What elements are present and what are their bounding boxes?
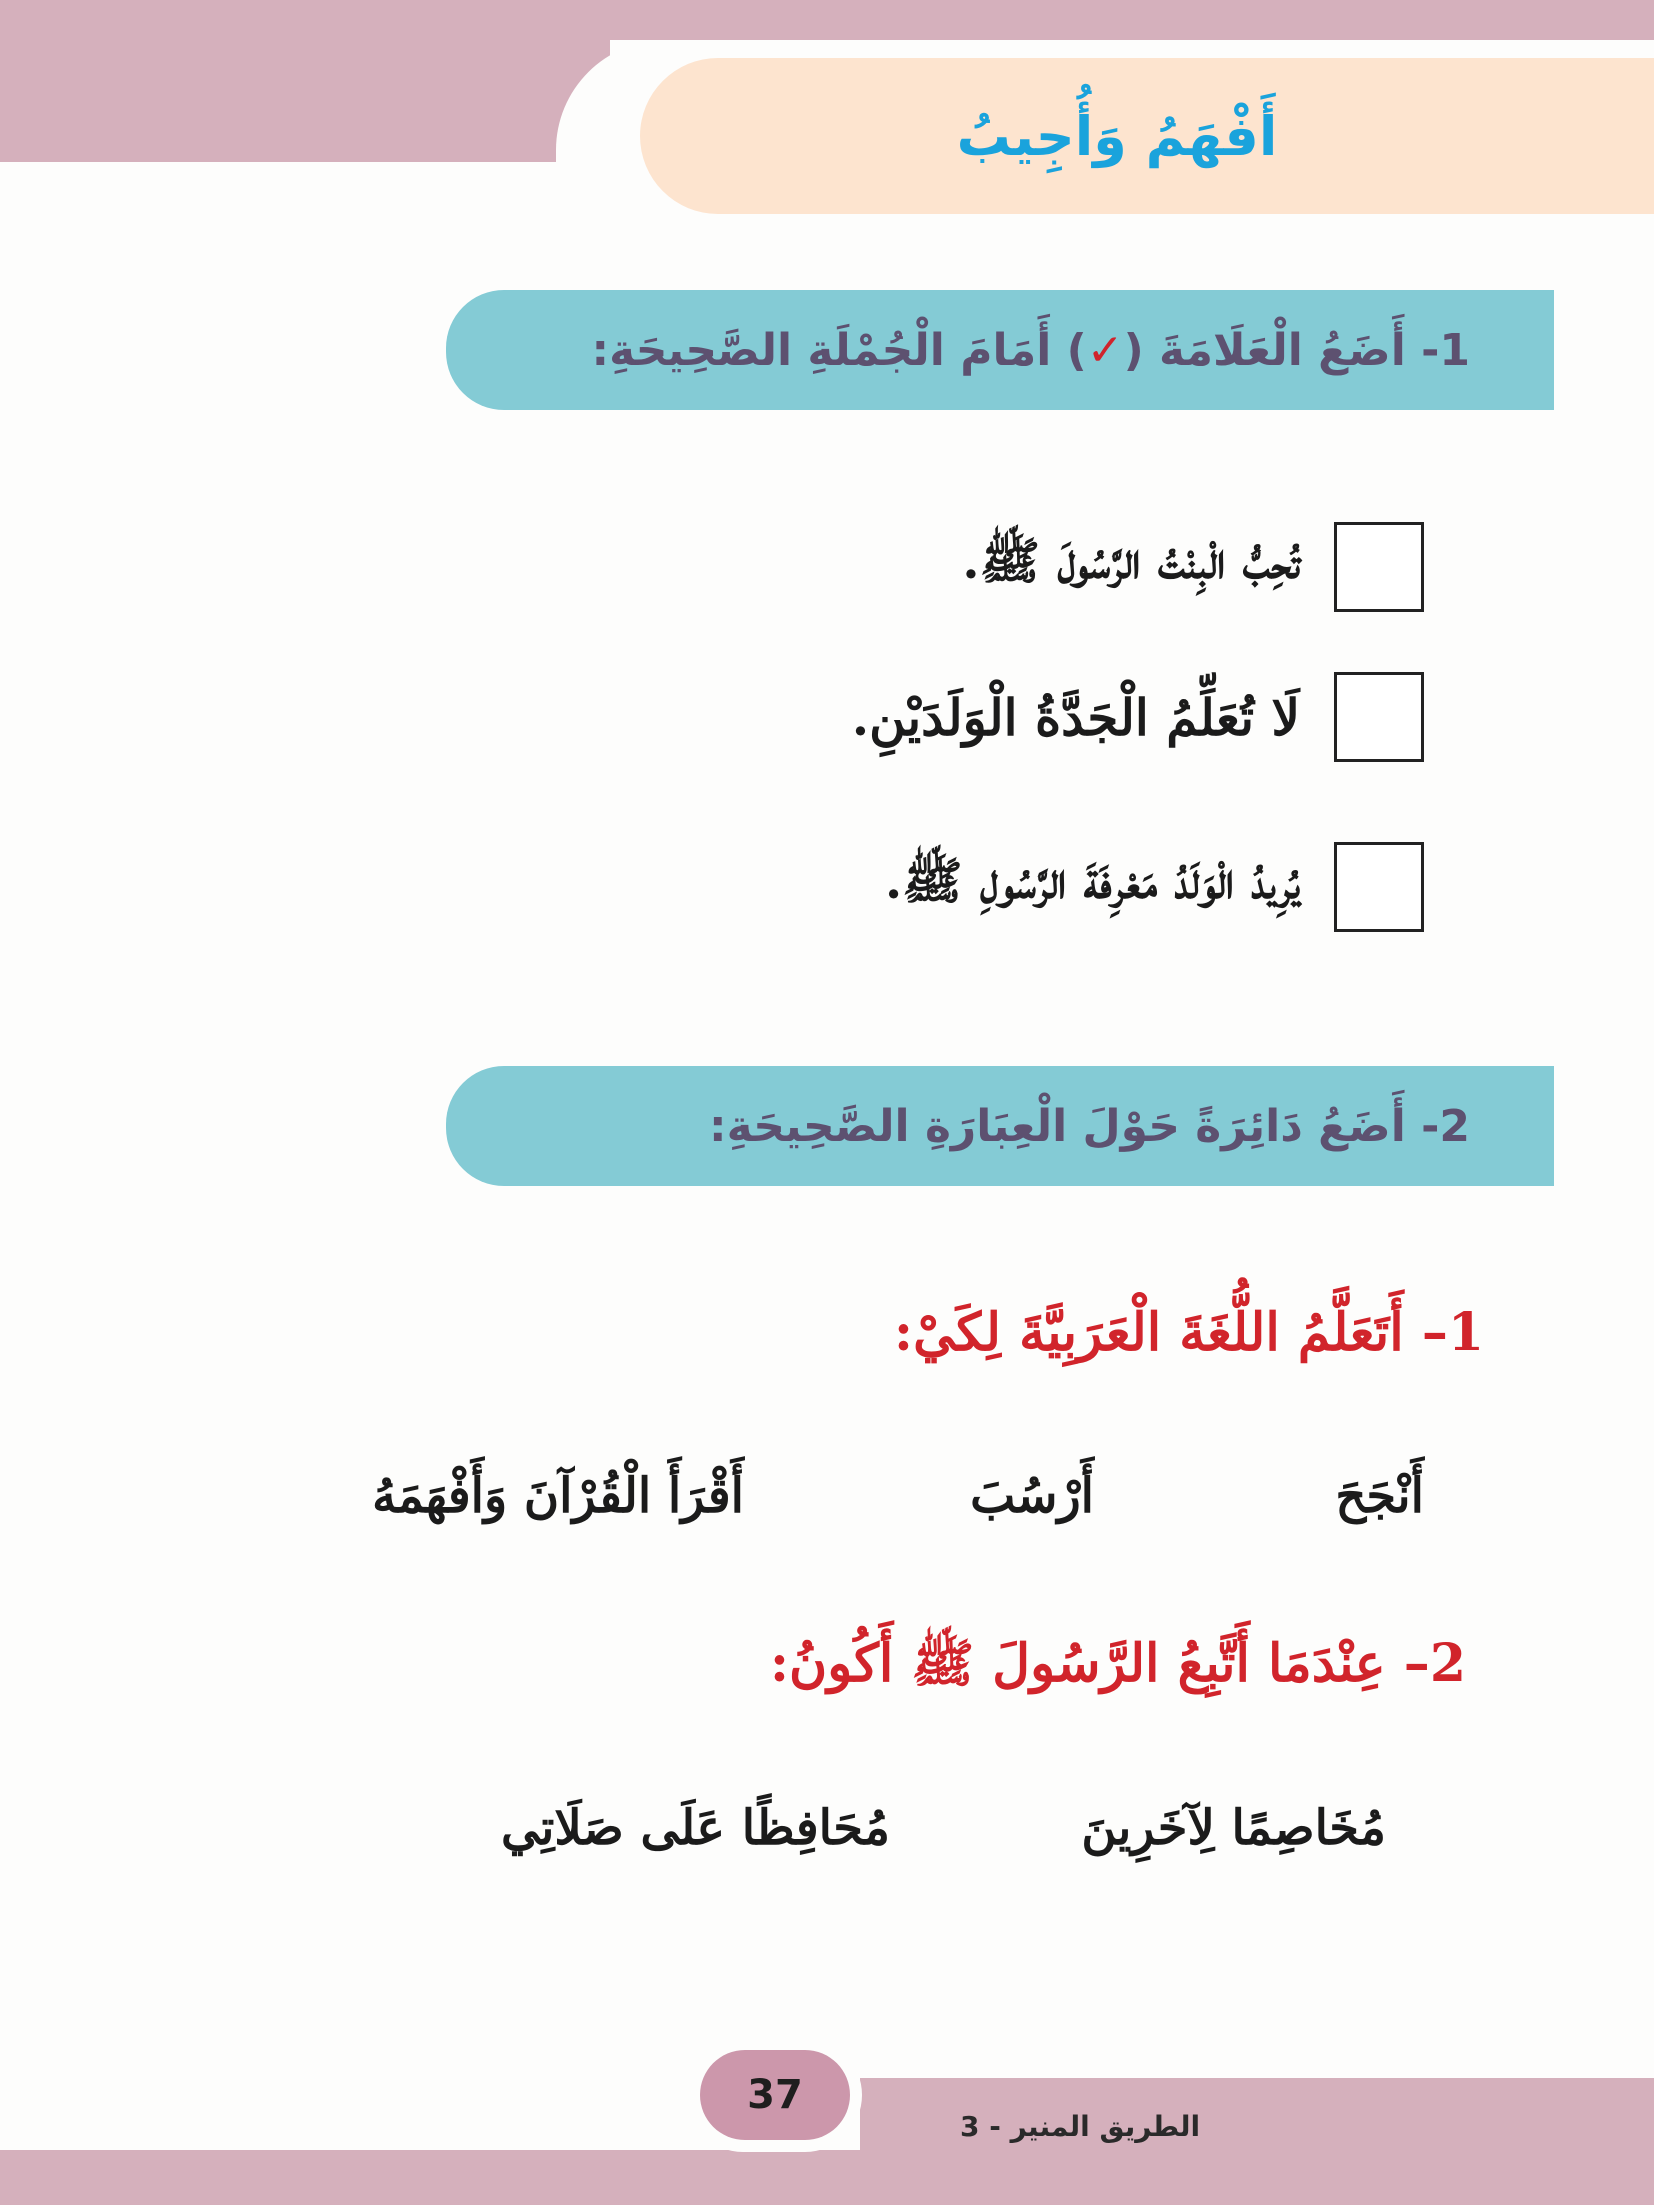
answer-checkbox[interactable]: [1334, 522, 1424, 612]
title-pill: [640, 58, 1654, 214]
statement-text: يُرِيدُ الْوَلَدُ مَعْرِفَةَ الرَّسُولِ ﷺ.: [884, 851, 1300, 910]
answer-option[interactable]: أَقْرَأَ الْقُرْآنَ وَأَفْهَمَهُ: [372, 1468, 744, 1524]
page-number: 37: [747, 2072, 803, 2118]
page-number-badge: [700, 2050, 850, 2140]
answer-option[interactable]: مُحَافِظًا عَلَى صَلَاتِي: [501, 1800, 890, 1856]
section2-banner: [446, 1066, 1554, 1186]
answer-option[interactable]: أَنْجَحَ: [1335, 1468, 1424, 1524]
answer-checkbox[interactable]: [1334, 672, 1424, 762]
section1-banner: [446, 290, 1554, 410]
top-left-decor-block: [0, 0, 610, 162]
answer-checkbox[interactable]: [1334, 842, 1424, 932]
answer-option[interactable]: مُخَاصِمًا لِآخَرِينَ: [1081, 1800, 1386, 1856]
statement-text: تُحِبُّ الْبِنْتُ الرَّسُولَ ﷺ.: [962, 531, 1300, 590]
statement-row: [962, 520, 1424, 614]
statement-row: [885, 840, 1424, 934]
checkmark-icon: ✓: [1086, 324, 1124, 376]
book-title: الطريق المنير - 3: [960, 2110, 1201, 2143]
question-prompt: 1– أَتَعَلَّمُ اللُّغَةَ الْعَرَبِيَّةَ لِكَيْ:: [893, 1302, 1484, 1363]
question-prompt: 2– عِنْدَمَا أَتَّبِعُ الرَّسُولَ ﷺ أَكُونُ:: [769, 1633, 1466, 1694]
page-title: أَفْهَمُ وَأُجِيبُ: [956, 104, 1278, 168]
bottom-decor-band: [0, 2150, 1654, 2205]
section1-instruction: 1- أَضَعُ الْعَلَامَةَ (✓) أَمَامَ الْجُمْلَةِ الصَّحِيحَةِ:: [591, 324, 1470, 376]
statement-text: لَا تُعَلِّمُ الْجَدَّةُ الْوَلَدَيْنِ.: [851, 687, 1300, 747]
statement-row: [852, 670, 1424, 764]
answer-option[interactable]: أَرْسُبَ: [970, 1468, 1094, 1524]
section2-instruction: 2- أَضَعُ دَائِرَةً حَوْلَ الْعِبَارَةِ الصَّحِيحَةِ:: [709, 1100, 1470, 1152]
